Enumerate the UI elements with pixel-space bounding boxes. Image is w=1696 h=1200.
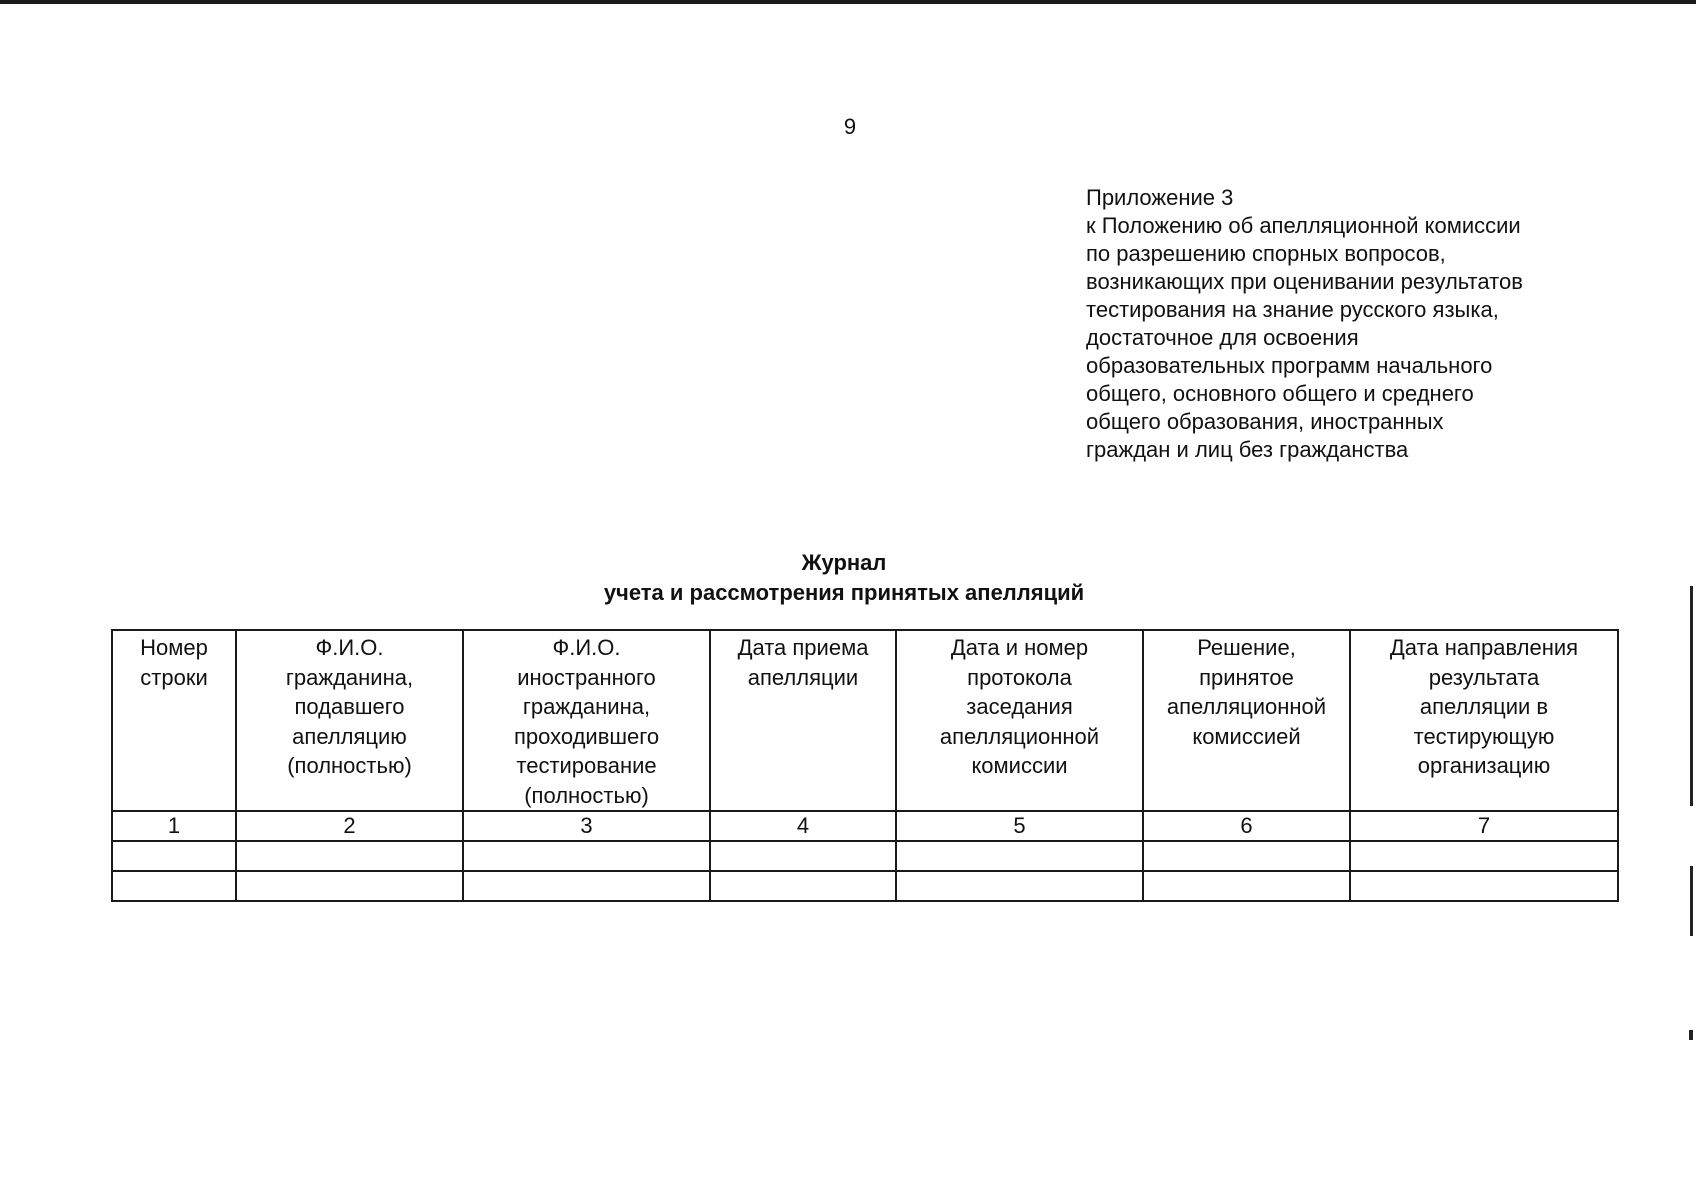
column-header-commission-decision: Решение, принятое апелляционной комиссией xyxy=(1143,630,1350,811)
appendix-line: граждан и лиц без гражданства xyxy=(1086,437,1409,462)
table-cell xyxy=(112,841,236,871)
table-cell xyxy=(463,871,710,901)
column-number: 5 xyxy=(896,811,1143,841)
column-number: 1 xyxy=(112,811,236,841)
column-number-row xyxy=(112,811,1618,841)
appendix-line: к Положению об апелляционной комиссии xyxy=(1086,213,1521,238)
appendix-line: общего образования, иностранных xyxy=(1086,409,1444,434)
column-header-protocol-date-number: Дата и номер протокола заседания апелляционной комиссии xyxy=(896,630,1143,811)
appendix-line: возникающих при оценивании результатов xyxy=(1086,269,1523,294)
table-row xyxy=(112,841,1618,871)
appendix-line: по разрешению спорных вопросов, xyxy=(1086,241,1446,266)
table-cell xyxy=(236,871,463,901)
page-top-rule xyxy=(0,0,1696,4)
table-cell xyxy=(1143,841,1350,871)
table-cell xyxy=(112,871,236,901)
table-row xyxy=(112,871,1618,901)
appendix-line: тестирования на знание русского языка, xyxy=(1086,297,1499,322)
column-number: 6 xyxy=(1143,811,1350,841)
table-cell xyxy=(236,841,463,871)
appendix-line: достаточное для освоения xyxy=(1086,325,1359,350)
scan-edge-mark xyxy=(1690,866,1693,936)
table-cell xyxy=(1350,841,1618,871)
journal-title-line1: Журнал xyxy=(801,550,887,575)
column-number: 2 xyxy=(236,811,463,841)
appendix-line: Приложение 3 xyxy=(1086,185,1234,210)
column-header-row-number: Номер строки xyxy=(112,630,236,811)
column-number: 3 xyxy=(463,811,710,841)
journal-title xyxy=(300,548,1388,608)
table-cell xyxy=(1350,871,1618,901)
appendix-line: образовательных программ начального xyxy=(1086,353,1493,378)
table-cell xyxy=(710,871,896,901)
table-cell xyxy=(710,841,896,871)
scan-edge-mark xyxy=(1690,586,1693,806)
journal-table xyxy=(111,629,1619,902)
column-header-foreign-citizen-name: Ф.И.О. иностранного гражданина, проходившего тестирование (полностью) xyxy=(463,630,710,811)
column-header-result-sent-date: Дата направления результата апелляции в тестирующую организацию xyxy=(1350,630,1618,811)
scan-edge-mark xyxy=(1689,1030,1693,1040)
table-cell xyxy=(1143,871,1350,901)
column-header-appeal-date: Дата приема апелляции xyxy=(710,630,896,811)
appendix-line: общего, основного общего и среднего xyxy=(1086,381,1474,406)
table-cell xyxy=(463,841,710,871)
appendix-note xyxy=(1086,184,1646,464)
table-cell xyxy=(896,841,1143,871)
column-number: 7 xyxy=(1350,811,1618,841)
journal-title-line2: учета и рассмотрения принятых апелляций xyxy=(603,580,1085,605)
page-number: 9 xyxy=(843,114,857,139)
column-number: 4 xyxy=(710,811,896,841)
table-header-row xyxy=(112,630,1618,811)
table-cell xyxy=(896,871,1143,901)
column-header-applicant-name: Ф.И.О. гражданина, подавшего апелляцию (полностью) xyxy=(236,630,463,811)
